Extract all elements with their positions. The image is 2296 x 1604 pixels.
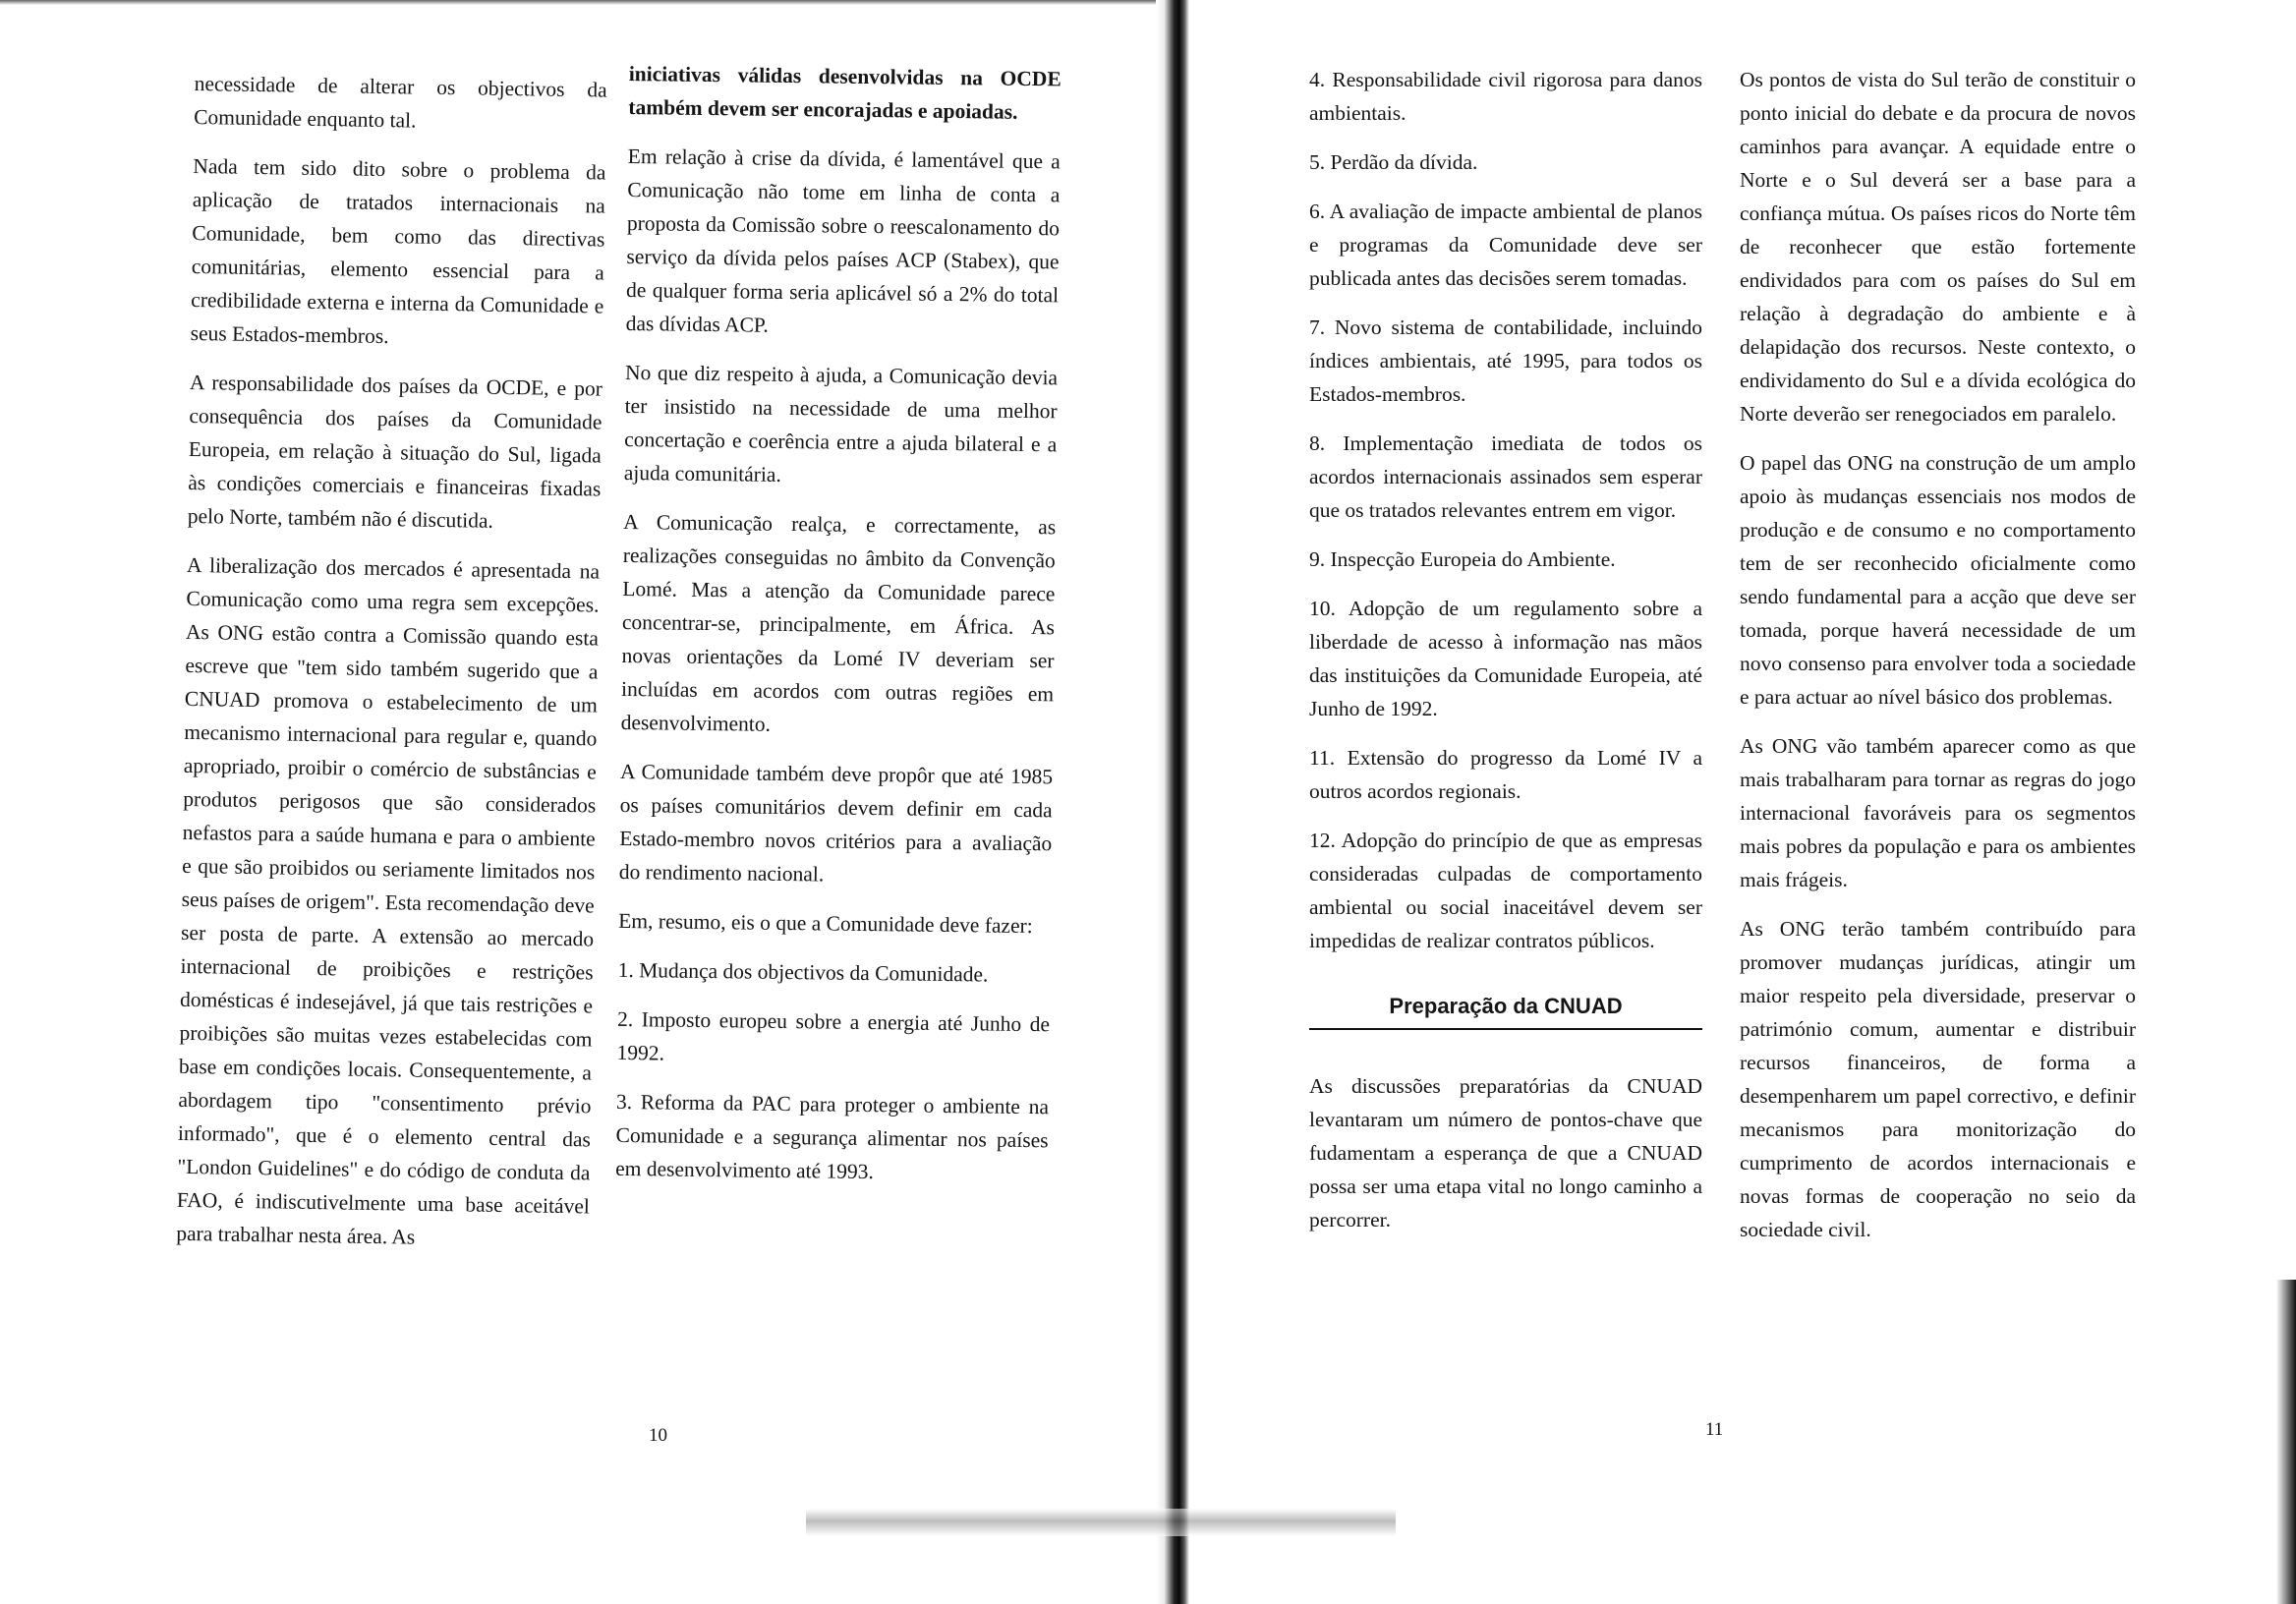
list-item: 3. Reforma da PAC para proteger o ambiente na Comunidade e a segurança alimentar nos países em desenvolvimento até 1993. xyxy=(615,1089,1050,1184)
list-item: 1. Mudança dos objectivos da Comunidade. xyxy=(617,957,989,987)
right-page-column-2 xyxy=(1740,63,2136,1262)
paragraph: Nada tem sido dito sobre o problema da aplicação de tratados internacionais na Comunidade, bem como das directivas comunitárias, elemento essencial para a credibilidade externa e interna da Comunidade e seus Estados-membros. xyxy=(190,153,606,349)
list-item: 5. Perdão da dívida. xyxy=(1309,150,1478,174)
paragraph: iniciativas válidas desenvolvidas na OCDE também devem ser encorajadas e apoiadas. xyxy=(628,61,1062,124)
paragraph: A Comunicação realça, e correctamente, as realizações conseguidas no âmbito da Convenção Lomé. Mas a atenção da Comunidade parece concentrar-se, principalmente, em África. As novas orientações da Lomé IV deveriam ser incluídas em acordos com outras regiões em desenvolvimento. xyxy=(620,509,1057,736)
list-item: 10. Adopção de um regulamento sobre a liberdade de acesso à informação nas mãos das instituições da Comunidade Europeia, até Junho de 1992. xyxy=(1309,597,1702,720)
list-item: 11. Extensão do progresso da Lomé IV a outros acordos regionais. xyxy=(1309,746,1702,803)
page-number-right: 11 xyxy=(1705,1419,1724,1440)
list-item: 7. Novo sistema de contabilidade, incluindo índices ambientais, até 1995, para todos os Estados-membros. xyxy=(1309,315,1702,406)
paragraph: A responsabilidade dos países da OCDE, e por consequência dos países da Comunidade Europeia, em relação à situação do Sul, ligada às condições comerciais e financeiras fixadas pelo Norte, também não é discutida. xyxy=(187,370,603,533)
list-item: 6. A avaliação de impacte ambiental de planos e programas da Comunidade deve ser publicada antes das decisões serem tomadas. xyxy=(1309,200,1702,290)
paragraph: Os pontos de vista do Sul terão de constituir o ponto inicial do debate e da procura de novos caminhos para avançar. A equidade entre o Norte e o Sul deverá ser a base para a confiança mútua. Os países ricos do Norte têm de reconhecer que estão fortemente endividados para com os países do Sul em relação à degradação do ambiente e à delapidação dos recursos. Neste contexto, o endividamento do Sul e a dívida ecológica do Norte deverão ser renegociados em paralelo. xyxy=(1740,68,2136,426)
paragraph: As ONG terão também contribuído para promover mudanças jurídicas, atingir um maior respeito pela diversidade, preservar o património comum, aumentar e distribuir recursos financeiros, de forma a desempenharem um papel correctivo, e definir mecanismos para monitorização do cumprimento de acordos internacionais e novas formas de cooperação no seio da sociedade civil. xyxy=(1740,917,2136,1241)
paragraph: As ONG vão também aparecer como as que mais trabalharam para tornar as regras do jogo internacional favoráveis para os segmentos mais pobres da população e para os ambientes mais frágeis. xyxy=(1740,734,2136,891)
paragraph: A liberalização dos mercados é apresentada na Comunicação como uma regra sem excepções. As ONG estão contra a Comissão quando esta escreve que "tem sido também sugerido que a CNUAD promova o estabelecimento de um mecanismo internacional para regular e, quando apropriado, proibir o comércio de substâncias e produtos perigosos que são considerados nefastos para a saúde humana e para o ambiente e que são proibidos ou seriamente limitados nos seus países de origem". Esta recomendação deve ser posta de parte. A extensão ao mercado internacional de proibições e restrições domésticas é indesejável, já que tais restrições e proibições são muitas vezes estabelecidas com base em condições locais. Consequentemente, a abordagem tipo "consentimento prévio informado", que é o elemento central das "London Guidelines" e do código de conduta da FAO, é indiscutivelmente uma base aceitável para trabalhar nesta área. As xyxy=(176,552,601,1249)
paragraph: A Comunidade também deve propôr que até 1985 os países comunitários devem definir em cada Estado-membro novos critérios para a avaliação do rendimento nacional. xyxy=(618,759,1054,887)
list-item: 9. Inspecção Europeia do Ambiente. xyxy=(1309,547,1616,571)
paragraph: Em relação à crise da dívida, é lamentável que a Comunicação não tome em linha de conta a proposta da Comissão sobre o reescalonamento do serviço da dívida pelos países ACP (Stabex), que de qualquer forma seria aplicável só a 2% do total das dívidas ACP. xyxy=(625,143,1061,337)
paragraph: O papel das ONG na construção de um amplo apoio às mudanças essenciais nos modos de produção e de consumo e no comportamento tem de ser reconhecido oficialmente como sendo fundamental para a acção que deve ser tomada, porque haverá necessidade de um novo consenso para envolver toda a sociedade e para actuar ao nível básico dos problemas. xyxy=(1740,451,2136,709)
scan-edge-top xyxy=(0,0,1160,5)
list-item: 2. Imposto europeu sobre a energia até Junho de 1992. xyxy=(616,1006,1051,1065)
paragraph: No que diz respeito à ajuda, a Comunicação devia ter insistido na necessidade de uma melhor concertação e coerência entre a ajuda bilateral e a ajuda comunitária. xyxy=(623,360,1059,487)
scan-edge-right xyxy=(2276,1280,2296,1604)
page-number-left: 10 xyxy=(649,1425,667,1446)
paragraph: As discussões preparatórias da CNUAD levantaram um número de pontos-chave que fudamentam a esperança de que a CNUAD possa ser uma etapa vital no longo caminho a percorrer. xyxy=(1309,1074,1702,1232)
list-item: 4. Responsabilidade civil rigorosa para danos ambientais. xyxy=(1309,68,1702,125)
paragraph: Em, resumo, eis o que a Comunidade deve fazer: xyxy=(618,908,1033,939)
left-page-column-2 xyxy=(615,57,1062,1206)
section-heading: Preparação da CNUAD xyxy=(1309,991,1702,1030)
scan-smudge xyxy=(806,1509,1396,1536)
list-item: 8. Implementação imediata de todos os acordos internacionais assinados sem esperar que os tratados relevantes entrem em vigor. xyxy=(1309,431,1702,522)
right-page-column-1 xyxy=(1309,63,1702,1252)
paragraph: necessidade de alterar os objectivos da Comunidade enquanto tal. xyxy=(194,71,607,133)
left-page-column-1 xyxy=(176,67,607,1272)
list-item: 12. Adopção do princípio de que as empresas consideradas culpadas de comportamento ambiental ou social inaceitável devem ser impedidas de realizar contratos públicos. xyxy=(1309,829,1702,952)
book-gutter-shadow xyxy=(1156,0,1189,1604)
